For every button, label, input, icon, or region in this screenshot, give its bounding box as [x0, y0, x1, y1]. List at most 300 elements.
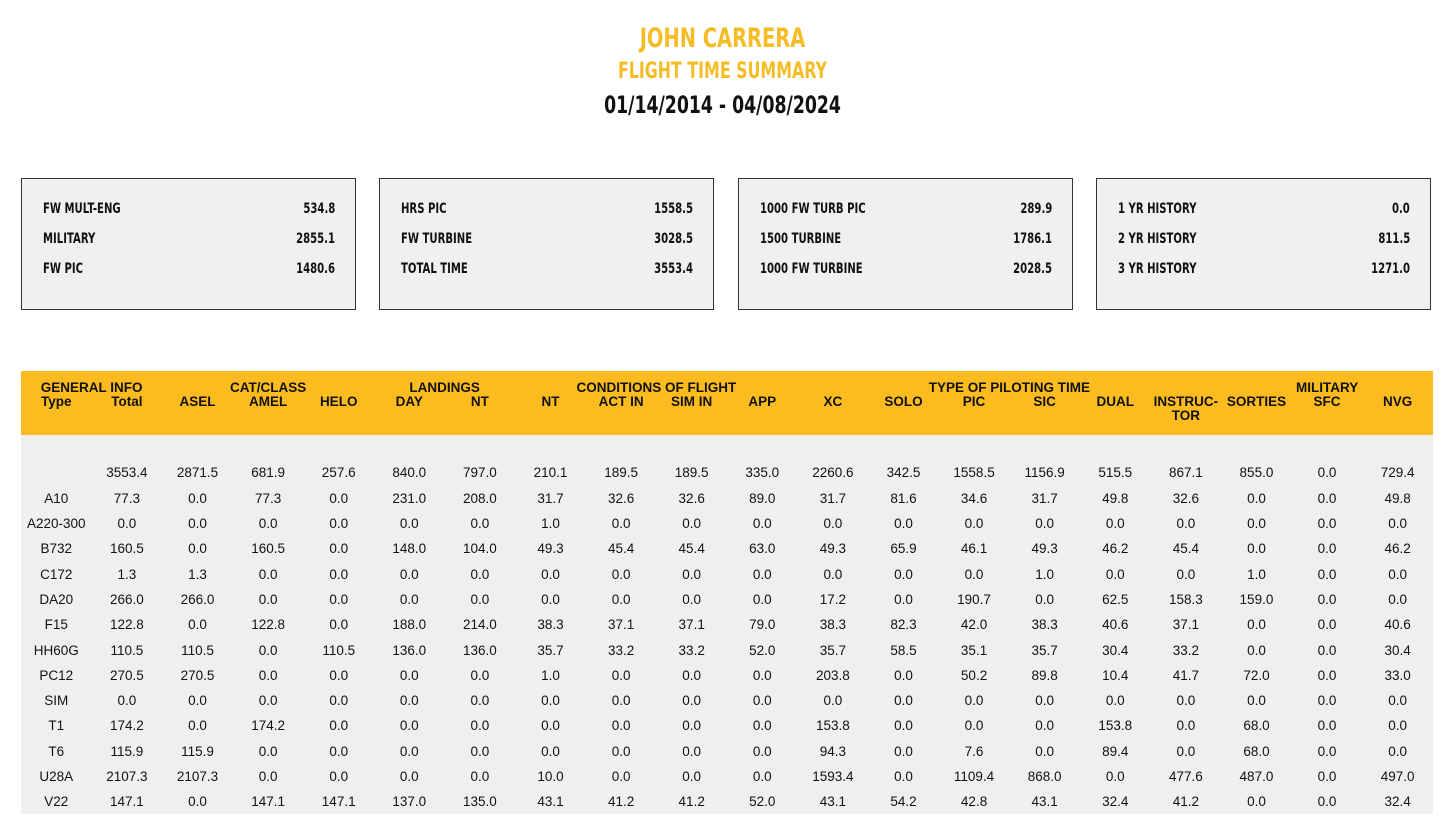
- table-cell: 2107.3: [176, 769, 219, 784]
- table-cell: 2107.3: [106, 769, 148, 784]
- table-cell: 0.0: [1317, 667, 1337, 683]
- aircraft-type-cell: F15: [44, 617, 68, 633]
- column-header: SORTIES: [1221, 395, 1292, 435]
- table-cell: 0.0: [329, 617, 349, 633]
- table-cell: 79.0: [749, 617, 776, 633]
- table-cell: 855.0: [1239, 465, 1274, 481]
- summary-value: 1786.1: [1013, 231, 1052, 247]
- table-cell: 0.0: [823, 516, 843, 532]
- aircraft-type-cell: HH60G: [33, 642, 79, 658]
- summary-label: HRS PIC: [401, 201, 447, 217]
- table-cell: 0.0: [682, 591, 702, 607]
- table-cell: 136.0: [392, 642, 427, 658]
- table-cell: 35.7: [1031, 642, 1058, 658]
- table-row: [21, 511, 1433, 536]
- table-cell: 0.0: [1035, 743, 1055, 759]
- summary-row: [43, 194, 335, 224]
- table-cell: 3553.4: [106, 465, 148, 481]
- table-cell: 0.0: [329, 566, 349, 582]
- flight-time-table: [21, 371, 1433, 814]
- table-cell: 147.1: [251, 794, 285, 810]
- column-header-row: [21, 395, 1433, 435]
- table-cell: 77.3: [254, 490, 282, 506]
- table-cell: 0.0: [1388, 591, 1408, 607]
- table-row: [21, 688, 1433, 713]
- table-cell: 681.9: [251, 465, 285, 481]
- table-cell: 189.5: [604, 465, 638, 481]
- column-header: HELO: [303, 395, 374, 435]
- table-cell: 0.0: [964, 693, 984, 709]
- table-cell: 0.0: [611, 566, 631, 582]
- table-cell: 0.0: [329, 743, 349, 759]
- column-header: SIM IN: [656, 395, 727, 435]
- table-cell: 1109.4: [953, 769, 995, 784]
- table-cell: 148.0: [392, 541, 427, 557]
- table-cell: 10.0: [537, 769, 564, 784]
- table-cell: 0.0: [752, 769, 772, 784]
- table-row: [21, 587, 1433, 612]
- table-cell: 214.0: [463, 617, 497, 633]
- table-cell: 0.0: [1388, 743, 1408, 759]
- table-cell: 0.0: [611, 769, 631, 784]
- table-cell: 0.0: [1035, 516, 1055, 532]
- table-cell: 0.0: [823, 566, 843, 582]
- table-cell: 0.0: [1247, 693, 1266, 709]
- table-cell: 77.3: [113, 490, 141, 506]
- table-cell: 0.0: [399, 743, 419, 759]
- table-cell: 174.2: [251, 718, 285, 734]
- summary-value: 2028.5: [1013, 261, 1052, 277]
- table-cell: 0.0: [1317, 490, 1337, 506]
- table-cell: 208.0: [463, 490, 497, 506]
- table-cell: 58.5: [890, 642, 917, 658]
- table-cell: 1.3: [188, 566, 207, 582]
- table-cell: 0.0: [541, 718, 560, 734]
- table-cell: 49.8: [1102, 490, 1129, 506]
- aircraft-type-cell: DA20: [39, 591, 74, 607]
- table-cell: 0.0: [399, 566, 419, 582]
- table-cell: 335.0: [745, 465, 780, 481]
- aircraft-type-cell: T6: [48, 743, 65, 759]
- table-cell: 2871.5: [176, 465, 219, 481]
- table-cell: 270.5: [180, 667, 215, 683]
- column-header: APP: [727, 395, 798, 435]
- table-cell: 0.0: [470, 693, 490, 709]
- aircraft-type-cell: T1: [48, 718, 65, 734]
- table-row: [21, 637, 1433, 662]
- table-cell: 30.4: [1102, 642, 1129, 658]
- table-cell: 33.2: [1172, 642, 1199, 658]
- table-cell: 0.0: [611, 667, 631, 683]
- table-cell: 49.3: [819, 541, 847, 557]
- table-cell: 174.2: [110, 718, 144, 734]
- table-cell: 37.1: [678, 617, 705, 633]
- aircraft-type-cell: A220-300: [27, 516, 86, 532]
- table-cell: 0.0: [258, 642, 278, 658]
- table-cell: 0.0: [1105, 769, 1125, 784]
- table-cell: 110.5: [322, 642, 356, 658]
- table-cell: 868.0: [1027, 769, 1062, 784]
- summary-label: 2 YR HISTORY: [1118, 231, 1197, 247]
- summary-row: [1118, 254, 1410, 284]
- table-cell: 68.0: [1243, 718, 1270, 734]
- table-cell: 0.0: [682, 769, 702, 784]
- group-header-row: [21, 371, 1433, 395]
- summary-label: 1000 FW TURB PIC: [760, 201, 866, 217]
- group-header: GENERAL INFO: [21, 371, 162, 395]
- table-cell: 41.2: [607, 794, 635, 810]
- table-cell: 0.0: [894, 667, 913, 683]
- table-cell: 0.0: [1247, 490, 1266, 506]
- table-cell: 46.1: [960, 541, 988, 557]
- table-cell: 0.0: [894, 693, 913, 709]
- table-cell: 0.0: [1317, 541, 1337, 557]
- table-row: [21, 789, 1433, 814]
- summary-value: 289.9: [1020, 201, 1052, 217]
- column-header: DAY: [374, 395, 445, 435]
- table-cell: 0.0: [541, 591, 560, 607]
- table-cell: 1.3: [117, 566, 137, 582]
- report-header: [0, 22, 1445, 122]
- table-cell: 515.5: [1098, 465, 1133, 481]
- table-cell: 72.0: [1243, 667, 1270, 683]
- column-header: NVG: [1362, 395, 1433, 435]
- table-cell: 42.0: [960, 617, 988, 633]
- summary-card-1: [21, 178, 356, 310]
- column-header: Type: [21, 395, 92, 435]
- table-cell: 0.0: [329, 693, 349, 709]
- table-cell: 0.0: [188, 693, 207, 709]
- summary-value: 3553.4: [654, 261, 693, 277]
- table-cell: 0.0: [752, 591, 772, 607]
- column-header: SFC: [1292, 395, 1363, 435]
- table-row: [21, 612, 1433, 637]
- table-cell: 159.0: [1239, 591, 1274, 607]
- table-cell: 41.2: [678, 794, 705, 810]
- summary-row: [1118, 224, 1410, 254]
- table-cell: 0.0: [1247, 642, 1266, 658]
- table-cell: 0.0: [541, 566, 560, 582]
- table-cell: 40.6: [1102, 617, 1129, 633]
- table-cell: 729.4: [1380, 465, 1415, 481]
- table-cell: 34.6: [960, 490, 988, 506]
- table-cell: 0.0: [894, 566, 913, 582]
- table-cell: 0.0: [1317, 743, 1337, 759]
- table-cell: 0.0: [188, 541, 207, 557]
- table-cell: 190.7: [957, 591, 991, 607]
- summary-value: 2855.1: [296, 231, 335, 247]
- table-cell: 160.5: [251, 541, 285, 557]
- table-cell: 0.0: [1317, 465, 1337, 481]
- table-cell: 0.0: [258, 769, 278, 784]
- table-cell: 17.2: [819, 591, 847, 607]
- summary-label: FW PIC: [43, 261, 84, 277]
- table-cell: 46.2: [1384, 541, 1411, 557]
- table-cell: 136.0: [463, 642, 497, 658]
- table-cell: 33.0: [1384, 667, 1411, 683]
- table-cell: 342.5: [886, 465, 921, 481]
- table-cell: 0.0: [1317, 566, 1337, 582]
- table-cell: 0.0: [1176, 718, 1196, 734]
- table-row: [21, 486, 1433, 511]
- summary-row: [401, 224, 693, 254]
- table-cell: 0.0: [682, 743, 702, 759]
- table-cell: 840.0: [392, 465, 427, 481]
- table-cell: 41.7: [1172, 667, 1199, 683]
- table-cell: 41.2: [1172, 794, 1199, 810]
- table-cell: 49.3: [537, 541, 564, 557]
- table-cell: 31.7: [819, 490, 847, 506]
- table-cell: 0.0: [329, 490, 349, 506]
- table-cell: 32.6: [1172, 490, 1199, 506]
- table-cell: 0.0: [188, 718, 207, 734]
- table-cell: 31.7: [1031, 490, 1058, 506]
- table-cell: 62.5: [1102, 591, 1129, 607]
- table-cell: 0.0: [1388, 566, 1408, 582]
- table-cell: 0.0: [1388, 516, 1408, 532]
- table-cell: 0.0: [1317, 718, 1337, 734]
- table-row: [21, 764, 1433, 789]
- summary-row: [760, 254, 1052, 284]
- table-cell: 1.0: [541, 516, 560, 532]
- table-cell: 0.0: [964, 516, 984, 532]
- table-cell: 0.0: [1035, 693, 1055, 709]
- table-cell: 0.0: [1247, 617, 1266, 633]
- column-header: NT: [515, 395, 586, 435]
- column-header: AMEL: [233, 395, 304, 435]
- column-header: DUAL: [1080, 395, 1151, 435]
- table-cell: 42.8: [960, 794, 988, 810]
- table-cell: 0.0: [470, 516, 490, 532]
- summary-label: 1500 TURBINE: [760, 231, 842, 247]
- summary-row: [401, 194, 693, 224]
- summary-label: FW MULT-ENG: [43, 201, 121, 217]
- table-cell: 0.0: [470, 743, 490, 759]
- table-cell: 797.0: [463, 465, 497, 481]
- table-cell: 147.1: [321, 794, 356, 810]
- table-cell: 0.0: [1317, 617, 1337, 633]
- table-cell: 43.1: [819, 794, 847, 810]
- table-cell: 122.8: [110, 617, 144, 633]
- table-cell: 37.1: [1172, 617, 1199, 633]
- table-cell: 0.0: [188, 516, 207, 532]
- table-cell: 1.0: [1247, 566, 1266, 582]
- table-cell: 487.0: [1239, 769, 1274, 784]
- table-cell: 0.0: [1388, 718, 1408, 734]
- table-cell: 0.0: [611, 693, 631, 709]
- summary-label: 1 YR HISTORY: [1118, 201, 1197, 217]
- table-cell: 0.0: [399, 667, 419, 683]
- table-cell: 0.0: [752, 718, 772, 734]
- summary-row: [1118, 194, 1410, 224]
- table-cell: 49.8: [1384, 490, 1411, 506]
- table-cell: 89.0: [749, 490, 776, 506]
- table-cell: 0.0: [682, 718, 702, 734]
- table-cell: 153.8: [815, 718, 850, 734]
- summary-value: 1480.6: [296, 261, 335, 277]
- table-cell: 0.0: [1317, 642, 1337, 658]
- table-cell: 0.0: [188, 794, 207, 810]
- table-cell: 2260.6: [812, 465, 854, 481]
- group-header: TYPE OF PILOTING TIME: [798, 371, 1222, 395]
- summary-label: MILITARY: [43, 231, 96, 247]
- table-cell: 1.0: [1035, 566, 1055, 582]
- table-cell: 1156.9: [1024, 465, 1065, 481]
- group-header: MILITARY: [1221, 371, 1433, 395]
- group-header: CAT/CLASS: [162, 371, 374, 395]
- table-cell: 266.0: [180, 591, 215, 607]
- table-cell: 0.0: [1388, 693, 1408, 709]
- table-cell: 1.0: [541, 667, 560, 683]
- table-cell: 0.0: [1317, 591, 1337, 607]
- table-cell: 68.0: [1243, 743, 1270, 759]
- summary-value: 534.8: [303, 201, 335, 217]
- table-cell: 0.0: [894, 769, 913, 784]
- table-cell: 0.0: [752, 516, 772, 532]
- table-cell: 38.3: [819, 617, 847, 633]
- table-cell: 0.0: [611, 516, 631, 532]
- table-cell: 188.0: [392, 617, 427, 633]
- table-cell: 203.8: [815, 667, 850, 683]
- table-cell: 867.1: [1168, 465, 1203, 481]
- table-row: [21, 739, 1433, 764]
- table-cell: 33.2: [607, 642, 635, 658]
- summary-card-2: [379, 178, 714, 310]
- summary-value: 0.0: [1392, 201, 1410, 217]
- table-cell: 1593.4: [812, 769, 854, 784]
- table-cell: 0.0: [752, 566, 772, 582]
- table-cell: 0.0: [258, 591, 278, 607]
- summary-value: 1271.0: [1371, 261, 1410, 277]
- table-cell: 89.8: [1031, 667, 1058, 683]
- summary-label: TOTAL TIME: [401, 261, 468, 277]
- table-cell: 46.2: [1102, 541, 1129, 557]
- column-header: SIC: [1009, 395, 1080, 435]
- table-cell: 89.4: [1102, 743, 1129, 759]
- table-cell: 0.0: [399, 693, 419, 709]
- table-cell: 158.3: [1168, 591, 1203, 607]
- aircraft-type-cell: [21, 460, 92, 485]
- table-cell: 0.0: [682, 516, 702, 532]
- table-cell: 35.7: [537, 642, 564, 658]
- column-header: XC: [798, 395, 869, 435]
- table-cell: 231.0: [392, 490, 427, 506]
- table-cell: 0.0: [1247, 516, 1266, 532]
- table-cell: 0.0: [1176, 743, 1196, 759]
- table-cell: 0.0: [1105, 516, 1125, 532]
- table-cell: 0.0: [1176, 516, 1196, 532]
- table-cell: 0.0: [1105, 566, 1125, 582]
- table-cell: 0.0: [329, 667, 349, 683]
- table-cell: 38.3: [537, 617, 564, 633]
- group-header: CONDITIONS OF FLIGHT: [515, 371, 797, 395]
- table-cell: 82.3: [890, 617, 917, 633]
- table-cell: 7.6: [964, 743, 984, 759]
- table-cell: 0.0: [470, 769, 490, 784]
- summary-card-3: [738, 178, 1073, 310]
- table-cell: 137.0: [392, 794, 427, 810]
- column-header: NT: [445, 395, 516, 435]
- summary-row: [43, 224, 335, 254]
- table-cell: 0.0: [188, 490, 207, 506]
- column-header: SOLO: [868, 395, 939, 435]
- spacer-cell: [21, 435, 1433, 460]
- table-cell: 32.6: [678, 490, 705, 506]
- table-cell: 0.0: [611, 743, 631, 759]
- table-cell: 0.0: [117, 693, 137, 709]
- table-cell: 0.0: [470, 566, 490, 582]
- column-header: ASEL: [162, 395, 233, 435]
- summary-value: 3028.5: [654, 231, 693, 247]
- table-cell: 81.6: [890, 490, 917, 506]
- table-cell: 0.0: [399, 718, 419, 734]
- table-cell: 0.0: [1317, 794, 1337, 810]
- table-cell: 0.0: [258, 516, 278, 532]
- table-cell: 0.0: [117, 516, 137, 532]
- column-header: ACT IN: [586, 395, 657, 435]
- table-cell: 54.2: [890, 794, 917, 810]
- table-cell: 0.0: [1176, 693, 1196, 709]
- table-cell: 37.1: [607, 617, 635, 633]
- table-cell: 31.7: [537, 490, 564, 506]
- table-cell: 38.3: [1031, 617, 1058, 633]
- column-header: INSTRUC- TOR: [1151, 395, 1222, 435]
- table-cell: 0.0: [894, 743, 913, 759]
- table-cell: 0.0: [682, 693, 702, 709]
- table-cell: 49.3: [1031, 541, 1058, 557]
- table-row: [21, 561, 1433, 586]
- table-cell: 0.0: [258, 667, 278, 683]
- table-row: [21, 536, 1433, 561]
- table-cell: 0.0: [1035, 591, 1055, 607]
- table-row: [21, 713, 1433, 738]
- table-cell: 45.4: [607, 541, 635, 557]
- table-cell: 63.0: [749, 541, 776, 557]
- summary-row: [401, 254, 693, 284]
- summary-value: 811.5: [1378, 231, 1410, 247]
- aircraft-type-cell: V22: [44, 794, 69, 810]
- table-cell: 135.0: [463, 794, 497, 810]
- summary-card-4: [1096, 178, 1431, 310]
- table-cell: 0.0: [1247, 794, 1266, 810]
- table-cell: 0.0: [470, 591, 490, 607]
- table-cell: 0.0: [1247, 541, 1266, 557]
- table-cell: 0.0: [752, 667, 772, 683]
- table-cell: 50.2: [960, 667, 988, 683]
- table-cell: 266.0: [110, 591, 144, 607]
- table-cell: 0.0: [964, 718, 984, 734]
- table-cell: 0.0: [399, 769, 419, 784]
- table-cell: 65.9: [890, 541, 917, 557]
- table-cell: 0.0: [894, 718, 913, 734]
- table-cell: 1558.5: [953, 465, 995, 481]
- table-cell: 160.5: [110, 541, 144, 557]
- table-cell: 0.0: [611, 591, 631, 607]
- table-cell: 0.0: [329, 591, 349, 607]
- table-cell: 110.5: [181, 642, 214, 658]
- pilot-name: JOHN CARRERA: [639, 23, 806, 54]
- table-cell: 52.0: [749, 642, 776, 658]
- aircraft-type-cell: B732: [40, 541, 73, 557]
- table-cell: 10.4: [1102, 667, 1129, 683]
- table-cell: 45.4: [678, 541, 705, 557]
- table-cell: 0.0: [1105, 693, 1125, 709]
- table-cell: 0.0: [1176, 566, 1196, 582]
- table-cell: 0.0: [329, 769, 349, 784]
- table-cell: 0.0: [258, 566, 278, 582]
- table-cell: 0.0: [188, 617, 207, 633]
- table-cell: 0.0: [470, 718, 490, 734]
